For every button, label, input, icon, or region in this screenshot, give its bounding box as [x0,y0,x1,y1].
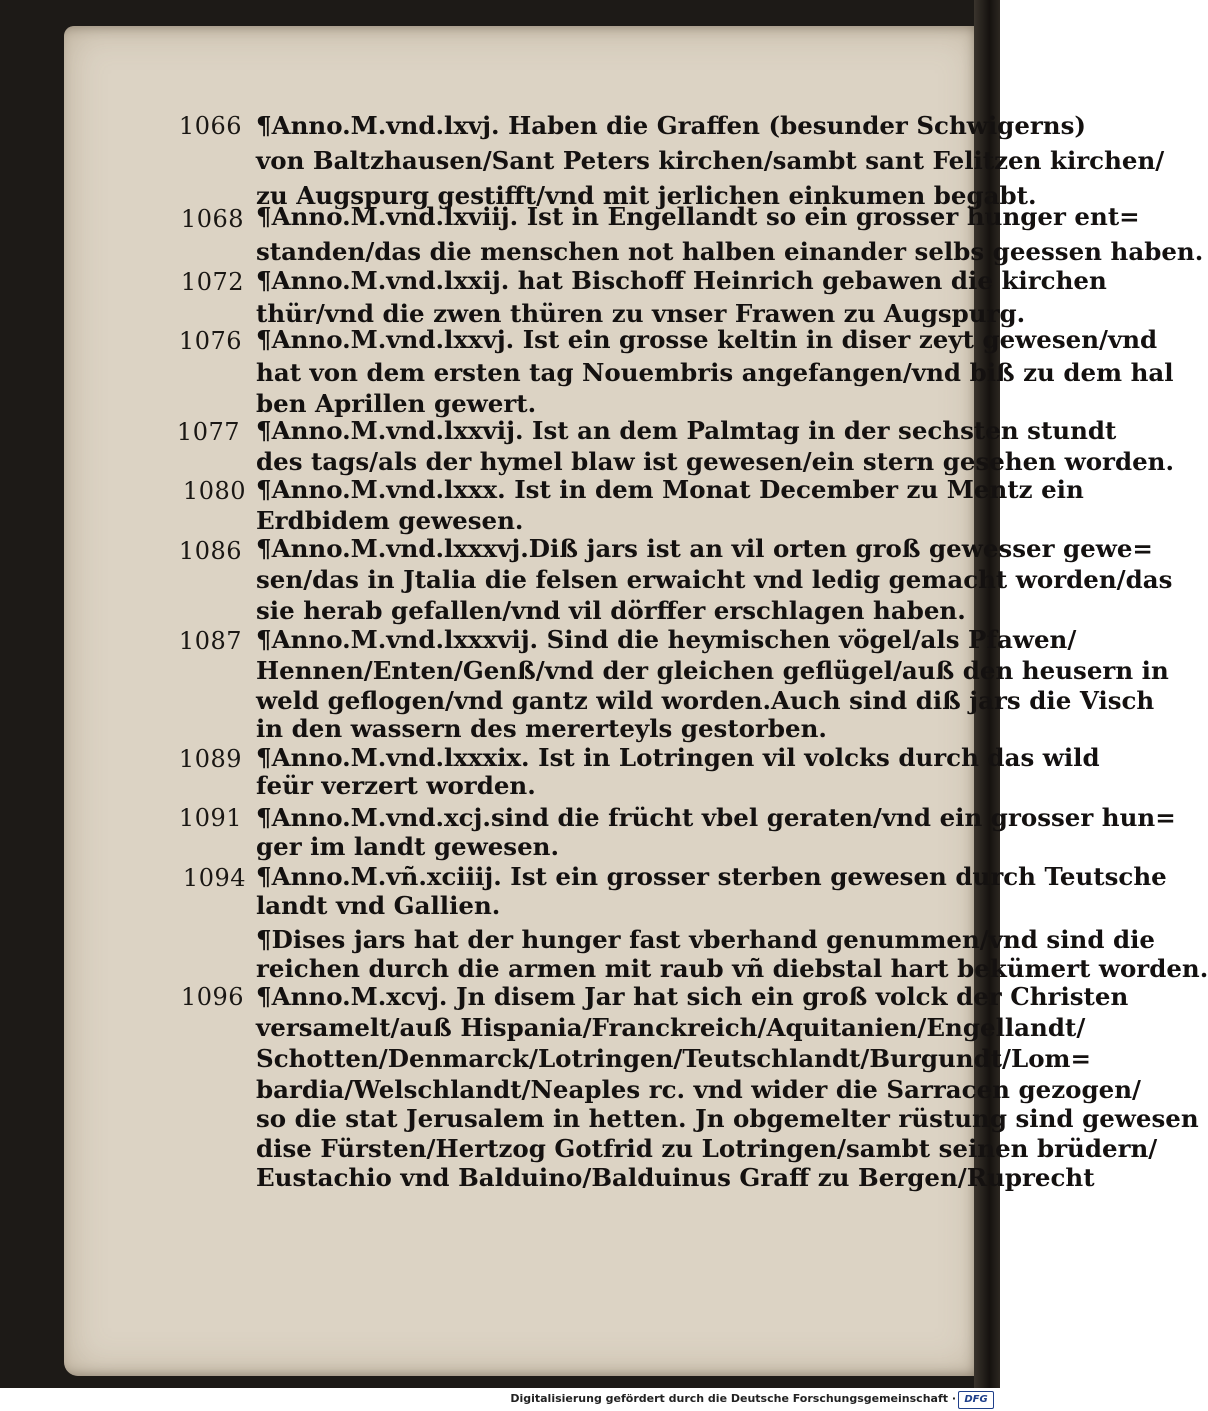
text-line: versamelt/auß Hispania/Franckreich/Aquitanien/Engellandt/ [256,1013,1086,1042]
funding-credit: Digitalisierung gefördert durch die Deutsche Forschungsgemeinschaft · [510,1392,956,1405]
text-line: des tags/als der hymel blaw ist gewesen/ein stern gesehen worden. [256,447,1175,476]
dfg-logo-icon: DFG [958,1391,994,1409]
text-line: in den wassern des mererteyls gestorben. [256,714,827,743]
text-line: hat von dem ersten tag Nouembris angefangen/vnd biß zu dem hal [256,358,1174,387]
text-line: zu Augspurg gestifft/vnd mit jerlichen einkumen begabt. [256,181,1037,210]
text-line: bardia/Welschlandt/Neaples rc. vnd wider die Sarracen gezogen/ [256,1075,1141,1104]
text-line: ger im landt gewesen. [256,832,560,861]
text-line: ¶Anno.M.vnd.lxxvij. Ist an dem Palmtag in der sechsten stundt [256,416,1117,445]
text-line: ¶Anno.M.vnd.lxxxvij. Sind die heymischen vögel/als Pfawen/ [256,625,1077,654]
text-line: so die stat Jerusalem in hetten. Jn obgemelter rüstung sind gewesen [256,1104,1199,1133]
text-line: ¶Anno.M.vnd.lxxxix. Ist in Lotringen vil volcks durch das wild [256,743,1100,772]
text-line: feür verzert worden. [256,771,536,800]
year-marker: 1080 [182,477,246,505]
year-marker: 1094 [182,864,246,892]
text-line: standen/das die menschen not halben einander selbs geessen haben. [256,237,1204,266]
text-line: ¶Anno.M.vñ.xciiij. Ist ein grosser sterben gewesen durch Teutsche [256,862,1167,891]
text-line: landt vnd Gallien. [256,891,501,920]
text-line: reichen durch die armen mit raub vñ diebstal hart bekümert worden. [256,954,1208,983]
year-marker: 1089 [178,745,242,773]
text-line: ¶Anno.M.vnd.lxxx. Ist in dem Monat December zu Mentz ein [256,475,1084,504]
text-line: weld geflogen/vnd gantz wild worden.Auch sind diß jars die Visch [256,686,1155,715]
text-line: sie herab gefallen/vnd vil dörffer erschlagen haben. [256,596,966,625]
text-line: Schotten/Denmarck/Lotringen/Teutschlandt/Burgundt/Lom= [256,1044,1091,1073]
year-marker: 1066 [178,112,242,140]
text-line: ¶Anno.M.xcvj. Jn disem Jar hat sich ein groß volck der Christen [256,982,1129,1011]
year-marker: 1087 [178,627,242,655]
text-line: ¶Anno.M.vnd.xcj.sind die frücht vbel geraten/vnd ein grosser hun= [256,803,1176,832]
text-line: Hennen/Enten/Genß/vnd der gleichen geflügel/auß den heusern in [256,656,1169,685]
year-marker: 1076 [178,327,242,355]
year-marker: 1096 [180,983,244,1011]
text-line: thür/vnd die zwen thüren zu vnser Frawen zu Augspurg. [256,299,1026,328]
text-line: dise Fürsten/Hertzog Gotfrid zu Lotringen/sambt seinen brüdern/ [256,1134,1158,1163]
text-line: ben Aprillen gewert. [256,389,537,418]
year-marker: 1077 [176,418,240,446]
year-marker: 1072 [180,268,244,296]
text-line: ¶Anno.M.vnd.lxxij. hat Bischoff Heinrich gebawen die kirchen [256,266,1107,295]
year-marker: 1091 [178,804,242,832]
text-line: sen/das in Jtalia die felsen erwaicht vnd ledig gemacht worden/das [256,565,1173,594]
text-line: ¶Anno.M.vnd.lxviij. Ist in Engellandt so ein grosser hunger ent= [256,202,1140,231]
year-marker: 1068 [180,205,244,233]
text-line: Erdbidem gewesen. [256,506,524,535]
text-line: ¶Anno.M.vnd.lxvj. Haben die Graffen (besunder Schwigerns) [256,111,1087,140]
text-line: ¶Anno.M.vnd.lxxvj. Ist ein grosse keltin in diser zeyt gewesen/vnd [256,325,1158,354]
text-line: Eustachio vnd Balduino/Balduinus Graff zu Bergen/Ruprecht [256,1163,1095,1192]
text-line: ¶Anno.M.vnd.lxxxvj.Diß jars ist an vil orten groß gewesser gewe= [256,534,1153,563]
text-line: von Baltzhausen/Sant Peters kirchen/sambt sant Felitzen kirchen/ [256,146,1165,175]
year-marker: 1086 [178,537,242,565]
footer-bar [0,1388,1000,1411]
text-line: ¶Dises jars hat der hunger fast vberhand genummen/vnd sind die [256,925,1156,954]
